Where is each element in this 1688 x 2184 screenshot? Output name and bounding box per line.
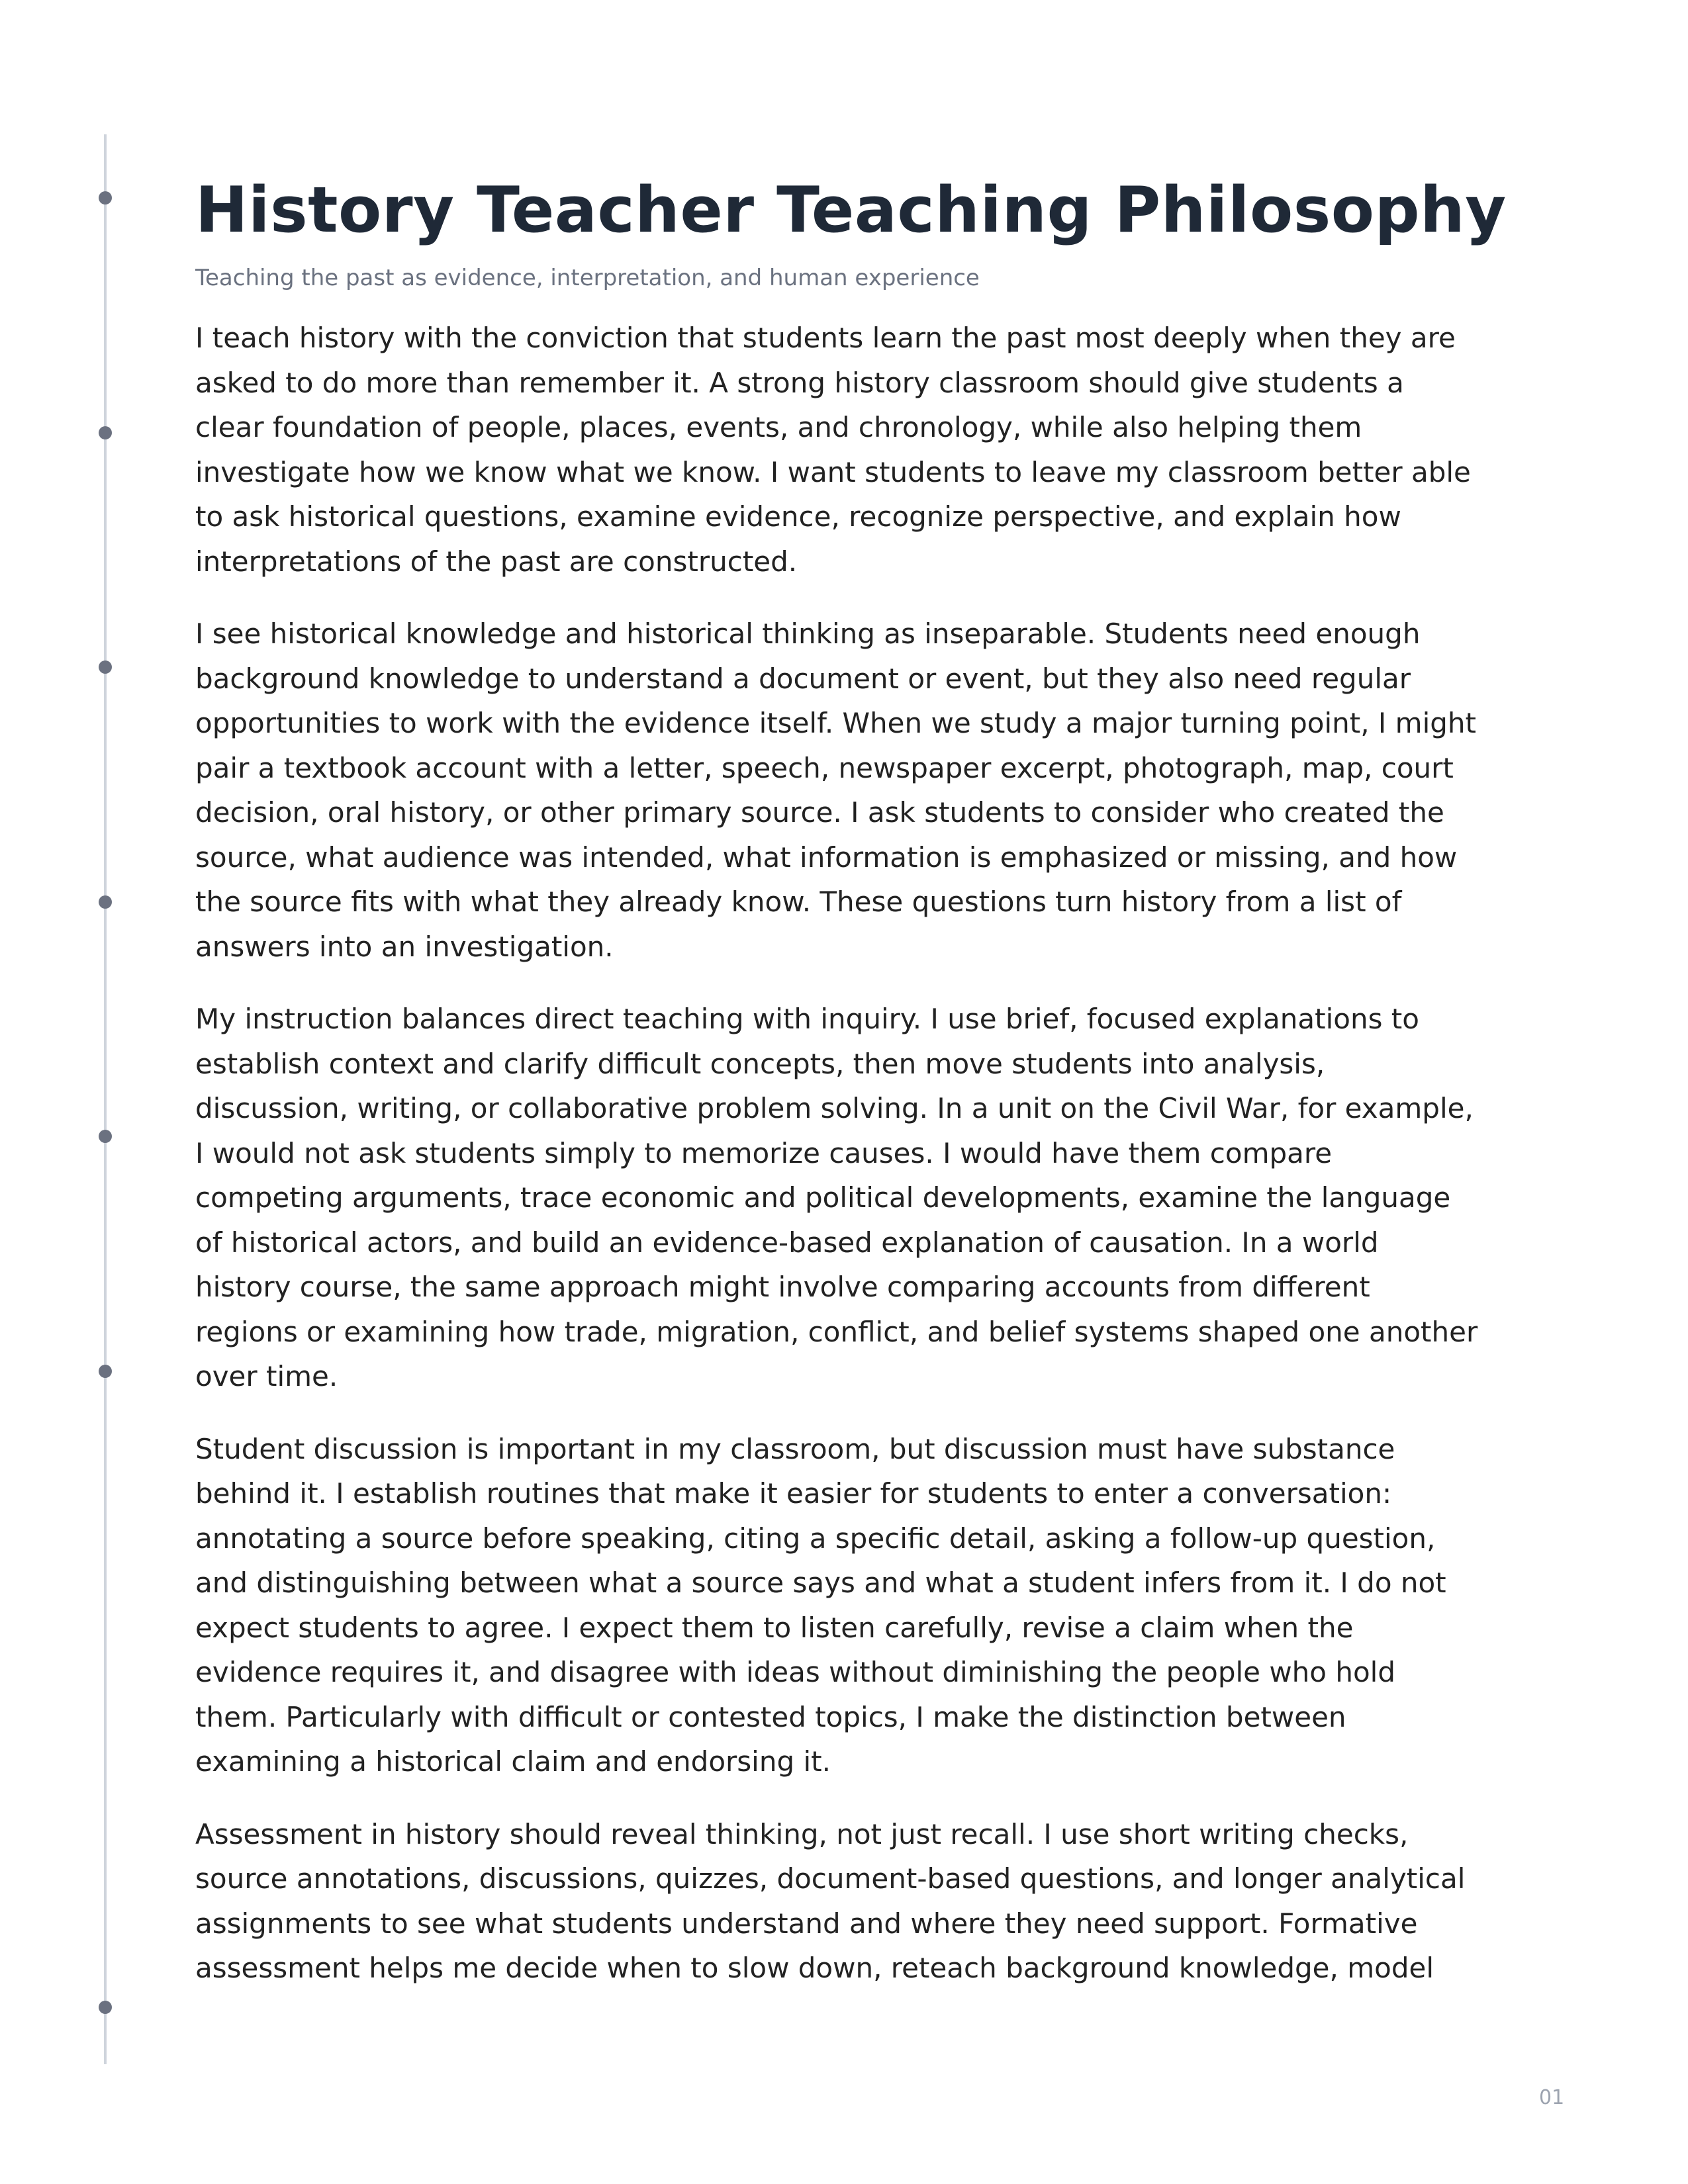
- body-paragraph: I see historical knowledge and historical thinking as inseparable. Students need enough background knowledge to understand a document or event, but they also need regular opportunities to work with the evidence itself. When we study a major turning point, I might pair a textbook account with a letter, speech, newspaper excerpt, photograph, map, court decision, oral history, or other primary source. I ask students to consider who created the source, what audience was intended, what information is emphasized or missing, and how the source fits with what they already know. These questions turn history from a list of answers into an investigation.: [195, 617, 1476, 963]
- page-title: History Teacher Teaching Philosophy: [195, 174, 1507, 247]
- body-paragraph: Assessment in history should reveal thinking, not just recall. I use short writing checks, source annotations, discussions, quizzes, document-based questions, and longer analytical assignments to see what students understand and where they need support. Formative assessment helps me decide when to slow down, reteach background knowledge, model: [195, 1817, 1466, 1984]
- timeline-rule: [104, 134, 107, 2064]
- page-subtitle: Teaching the past as evidence, interpretation, and human experience: [195, 265, 980, 291]
- timeline-dot: [99, 1365, 112, 1378]
- timeline-dot: [99, 895, 112, 909]
- body-paragraph: I teach history with the conviction that students learn the past most deeply when they are asked to do more than remember it. A strong history classroom should give students a clear foundation of people, places, events, and chronology, while also helping them investigate how we know what we know. I want students to leave my classroom better able to ask historical questions, examine evidence, recognize perspective, and explain how interpretations of the past are constructed.: [195, 322, 1471, 578]
- page-number: 01: [1539, 2086, 1565, 2109]
- timeline-dot: [99, 2001, 112, 2014]
- body-paragraph: Student discussion is important in my classroom, but discussion must have substance behind it. I establish routines that make it easier for students to enter a conversation: annotating a source before speaking, citing a specific detail, asking a follow-up question, and distinguishing between what a source says and what a student infers from it. I do not expect students to agree. I expect them to listen carefully, revise a claim when the evidence requires it, and disagree with ideas without diminishing the people who hold them. Particularly with difficult or contested topics, I make the distinction between examining a historical claim and endorsing it.: [195, 1432, 1446, 1778]
- timeline-dot: [99, 1130, 112, 1143]
- timeline-dot: [99, 426, 112, 439]
- body-paragraph: My instruction balances direct teaching with inquiry. I use brief, focused explanations to establish context and clarify difficult concepts, then move students into analysis, discussion, writing, or collaborative problem solving. In a unit on the Civil War, for example, I would not ask students simply to memorize causes. I would have them compare competing arguments, trace economic and political developments, examine the language of historical actors, and build an evidence-based explanation of causation. In a world history course, the same approach might involve comparing accounts from different regions or examining how trade, migration, conflict, and belief systems shaped one another over time.: [195, 1003, 1478, 1392]
- document-body: [195, 171, 1579, 1991]
- timeline-dot: [99, 191, 112, 205]
- timeline-dot: [99, 660, 112, 674]
